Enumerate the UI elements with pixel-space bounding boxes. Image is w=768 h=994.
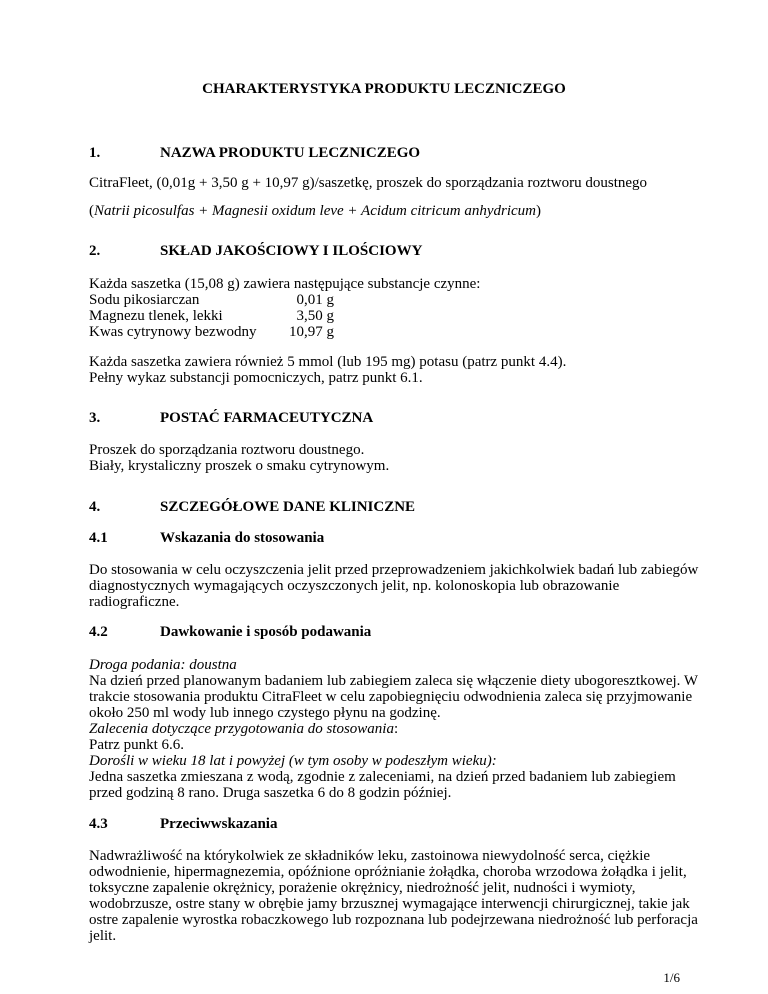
latin-name-line: (Natrii picosulfas + Magnesii oxidum leve + Acidum citricum anhydricum)	[89, 203, 541, 219]
paragraph-line: Jedna saszetka zmieszana z wodą, zgodnie z zaleceniami, na dzień przed badaniem lub zabiegiem	[89, 769, 676, 785]
section-1-number: 1.	[89, 145, 101, 161]
subsection-4-1-number: 4.1	[89, 530, 108, 546]
paragraph-line: trakcie stosowania produktu CitraFleet w celu zapobiegnięciu odwodnienia zaleca się przyjmowanie	[89, 689, 693, 705]
paragraph-line: ostre zapalenie wyrostka robaczkowego lub rozpoznana lub podejrzewana niedrożność lub perforacja	[89, 912, 698, 928]
form-line: Biały, krystaliczny proszek o smaku cytrynowym.	[89, 458, 390, 474]
paragraph-line: toksyczne zapalenie okrężnicy, porażenie okrężnicy, niedrożność jelit, nudności i wymioty,	[89, 880, 636, 896]
substance-amount: 10,97 g	[289, 324, 334, 340]
substance-amount: 3,50 g	[296, 308, 334, 324]
paragraph-line: Do stosowania w celu oczyszczenia jelit przed przeprowadzeniem jakichkolwiek badań lub zabiegów	[89, 562, 699, 578]
paragraph-line: przed godziną 8 rano. Druga saszetka 6 do 8 godzin później.	[89, 785, 452, 801]
paragraph-line: odwodnienie, hipermagnezemia, opóźnione opróżnianie żołądka, choroba wrzodowa żołądka i jelit,	[89, 864, 687, 880]
potassium-note: Każda saszetka zawiera również 5 mmol (lub 195 mg) potasu (patrz punkt 4.4).	[89, 354, 567, 370]
section-4-number: 4.	[89, 499, 101, 515]
substance-name: Kwas cytrynowy bezwodny	[89, 324, 257, 340]
substance-amount: 0,01 g	[296, 292, 334, 308]
latin-name: Natrii picosulfas + Magnesii oxidum leve + Acidum citricum anhydricum	[94, 203, 536, 219]
route-heading: Droga podania: doustna	[89, 657, 237, 673]
adults-heading: Dorośli w wieku 18 lat i powyżej (w tym osoby w podeszłym wieku):	[89, 753, 497, 769]
section-2-number: 2.	[89, 243, 101, 259]
paragraph-line: wodobrzusze, ostre stany w obrębie jamy brzusznej wymagające interwencji chirurgicznej, takie jak	[89, 896, 690, 912]
paragraph-line: Na dzień przed planowanym badaniem lub zabiegiem zaleca się włączenie diety ubogoresztkowej. W	[89, 673, 699, 689]
page-number: 1/6	[663, 970, 680, 985]
product-name-line: CitraFleet, (0,01g + 3,50 g + 10,97 g)/saszetkę, proszek do sporządzania roztworu doustnego	[89, 175, 648, 191]
substance-name: Magnezu tlenek, lekki	[89, 308, 223, 324]
prep-text: Patrz punkt 6.6.	[89, 737, 184, 753]
paragraph-line: około 250 ml wody lub innego czystego płynu na godzinę.	[89, 705, 441, 721]
prep-heading-line: Zalecenia dotyczące przygotowania do stosowania:	[89, 721, 399, 737]
section-3-heading: POSTAĆ FARMACEUTYCZNA	[160, 410, 374, 426]
paragraph-line: jelit.	[89, 928, 117, 944]
subsection-4-2-number: 4.2	[89, 624, 108, 640]
paragraph-line: Nadwrażliwość na którykolwiek ze składników leku, zastoinowa niewydolność serca, ciężkie	[89, 848, 651, 864]
subsection-4-3-heading: Przeciwwskazania	[160, 816, 278, 832]
section-3-number: 3.	[89, 410, 101, 426]
document-title: CHARAKTERYSTYKA PRODUKTU LECZNICZEGO	[202, 81, 566, 97]
section-4-heading: SZCZEGÓŁOWE DANE KLINICZNE	[160, 499, 416, 515]
paragraph-line: diagnostycznych wymagających oczyszczonych jelit, np. kolonoskopia lub obrazowanie	[89, 578, 620, 594]
prep-heading: Zalecenia dotyczące przygotowania do stosowania	[89, 721, 394, 737]
excipients-note: Pełny wykaz substancji pomocniczych, patrz punkt 6.1.	[89, 370, 423, 386]
section-2-heading: SKŁAD JAKOŚCIOWY I ILOŚCIOWY	[160, 243, 423, 259]
subsection-4-3-number: 4.3	[89, 816, 108, 832]
composition-intro: Każda saszetka (15,08 g) zawiera następujące substancje czynne:	[89, 276, 481, 292]
subsection-4-1-heading: Wskazania do stosowania	[160, 530, 325, 546]
form-line: Proszek do sporządzania roztworu doustnego.	[89, 442, 365, 458]
paragraph-line: radiograficzne.	[89, 594, 180, 610]
section-1-heading: NAZWA PRODUKTU LECZNICZEGO	[160, 145, 421, 161]
substance-name: Sodu pikosiarczan	[89, 292, 200, 308]
subsection-4-2-heading: Dawkowanie i sposób podawania	[160, 624, 372, 640]
